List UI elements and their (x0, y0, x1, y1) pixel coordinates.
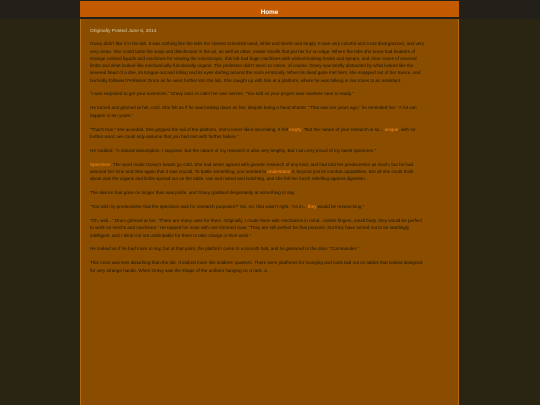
paragraph-text: “Oh, well...” Drum grinned at her. “There are many uses for them. Originally, I made them with mechanics in mind...nimble fingers, small body, they would be perfect to work on mechs and machines.” He tapped his nose with one trimmed claw. “They are still perfect for that purpose, but they have turned out to be startlingly intelligent, and I think it is not unthinkable for them to take charge in their work.” (90, 218, 422, 238)
nav-home-link[interactable]: Home (260, 9, 279, 16)
paragraph-text: “That's true,” she acceded. She gripped the rail of the platform, she'd never liked ascending. It felt (90, 126, 290, 132)
paragraph-text: , with no further word, we could only assume that you had met with further failure.” (90, 126, 416, 139)
post-paragraph (90, 217, 426, 239)
paragraph-text: This room was less disturbing than the lab. It looked more like soldiers' quarters. There were platforms for lounging and tools laid out on tables that looked designed for very strange hands. When Gravy saw the shape of the uniform hanging on a rack, a (90, 260, 423, 273)
post-paragraph (90, 161, 426, 183)
post-paragraph (90, 189, 426, 196)
post-paragraph (90, 90, 426, 97)
paragraph-text: “You told my predecessor that the specimen was for research purposes?” No, no, that wasn't right. “As in... (90, 204, 308, 210)
highlighted-word: empty (289, 126, 302, 132)
highlighted-word: they (307, 204, 317, 210)
paragraph-text: . “But the nature of your research is so... (301, 126, 385, 132)
paragraph-text: He nodded. “A natural assumption, I suppose. But the nature of my research is also very lengthy. But I am very proud of my latest specimen.” (90, 147, 377, 153)
paragraph-text: He turned and grinned at her, cool. She felt as if he was looking down on her, despite being a hand shorter. “That was ten years ago,” he reminded her. “A lot can happen in ten years.” (90, 105, 417, 118)
paragraph-text: The silence had gone on longer than was polite, and Gravy grabbed desperately at something to say. (90, 190, 296, 196)
blog-post (90, 28, 426, 281)
blog-page (80, 19, 459, 405)
post-paragraph (90, 245, 426, 252)
paragraph-text: He looked as if he had more to say, but at that point, the platform came to a smooth halt, and he gestured to the door. “Commander.” (90, 246, 359, 252)
paragraph-text: . The word made Gravy's hearts go cold. She had never agreed with genetic research of any kind, and had told her predecessor as much, but he had assured her time and time again that it was crucial. To battle something, you needed to (90, 161, 414, 174)
post-paragraph (90, 126, 426, 141)
post-paragraph (90, 40, 426, 84)
post-body (90, 40, 426, 274)
paragraph-text: “I was surprised to get your summons,” Gravy said, to calm her own nerves. “You told us your project was nowhere near to ready.” (90, 91, 354, 97)
post-paragraph (90, 104, 426, 119)
nav-bar (80, 1, 459, 17)
post-paragraph (90, 147, 426, 154)
paragraph-text: Gravy didn't like it in the lab. It was nothing like the labs her closest scientists used, white and sterile and empty. It was very colorful and a tad disorganized, and very very clean. She could taste the soap and disinfectant in the air, as well as other, neater smells that put her fur on edge. Where the labs she knew had beakers of strange colored liquids and machines for viewing the microscopic, this lab had huge machines with wicked-looking hooks and spears, and clear cases of severed limbs and what looked like mechanically-functionally organs. The professor didn't seem to notice, of course. Gravy was briefly distracted by what looked like the severed head of a dire, its tongue out and lolling and its eyes darting around the room erratically. When its dead gaze met hers, she snapped out of her trance, and hurriedly followed Professor Drum as he went further into the lab. She caught up with him at a platform, where he was talking in low tones to an assistant. (90, 41, 425, 83)
highlighted-word: unique (384, 126, 399, 132)
highlighted-word: understand (267, 168, 291, 174)
post-date: Originally Posted June 6, 2014 (90, 29, 157, 34)
paragraph-text: it, beyond just its combat capabilities. But all she could think about was the organs and limbs spread out on the table, raw and naked and twitching, and she felt her lunch rebelling against digestion. (90, 168, 414, 182)
post-paragraph (90, 259, 426, 274)
post-paragraph (90, 203, 426, 210)
paragraph-text: would be researching.” (316, 204, 365, 210)
highlighted-word: Specimen (90, 161, 111, 167)
